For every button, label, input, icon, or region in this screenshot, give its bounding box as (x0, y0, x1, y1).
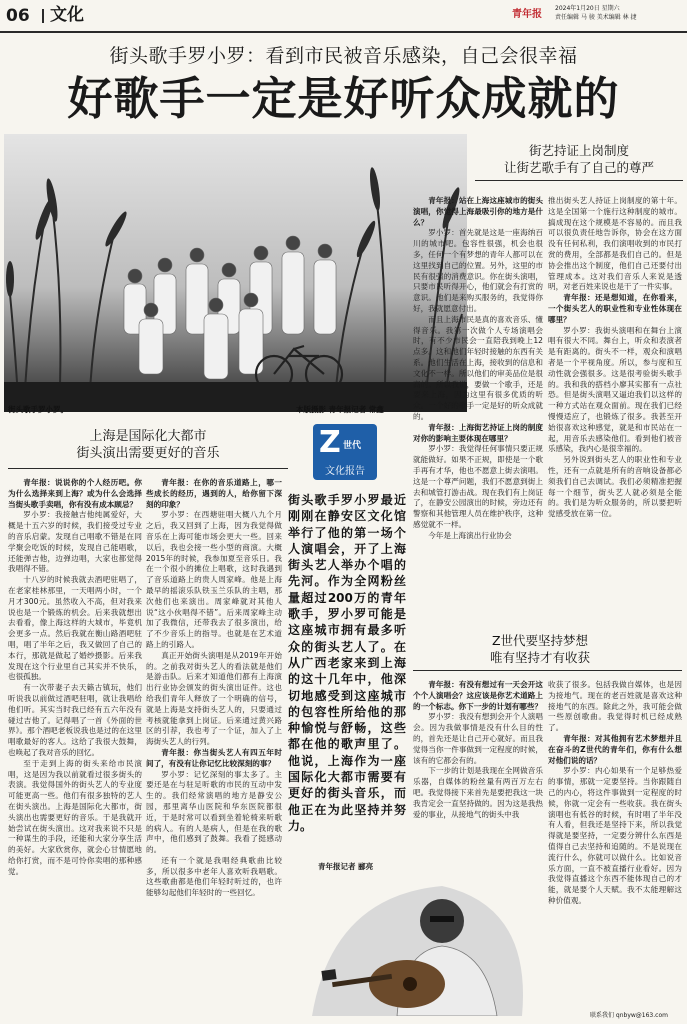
body-column-e (413, 680, 543, 890)
section-name: 文化 (50, 5, 84, 25)
paragraph: 青年报：说说你的个人经历吧。你为什么选择来到上海？或为什么会选择当街头歌手卖唱，你有没有成本顾忌？ (8, 478, 142, 509)
footer-contact: 联系我们 qnbyw@163.com (590, 1012, 668, 1019)
paragraph: 至于走到上海的街头来给市民演唱，这是因为我以前就看过很多街头的表演。我觉得国外的街头艺人的专业度可能更高一些。他们有很多独特的艺人在街头演出。上海是国际化大都市，街头演出也需要更好的音乐。于是我就开始尝试在街头演出。这对我来说不只是一种谋生的手段，还能和大家分享生活的美好。大家欣赏你，就会心甘情愿地给你打赏，而不是可怜你卖唱的那种感觉。 (8, 758, 142, 876)
paragraph: 还有一个就是我唱经典歌曲比较多，所以很多中老年人喜欢听我唱歌。这些歌曲都是他们年轻时听过的，也许能够勾起他们年轻时的一些回忆。 (146, 855, 282, 898)
z-logo-label: 文化报告 (325, 466, 365, 477)
paragraph: 青年报：你当街头艺人有四五年时间了，有没有让你记忆比较深刻的事？ (146, 747, 282, 768)
page-number: 06 (6, 6, 30, 26)
body-column-f (548, 680, 682, 1010)
paragraph: 推出街头艺人持证上岗制度的第十年。这是全国第一个施行这种制度的城市。搞成现在这个规模是不容易的。而且我可以很负责任地告诉你，协会在这方面没有任何私利，我们演唱收到的市民打赏的费用，全部都是我们自己的。但是协会推出这个制度，他们自己还要付出管理成本。这对我们音乐人来说是透明，对老百姓来说也是干了一件实事。 (548, 196, 682, 292)
photo-credit: 本版摄影 青年报记者 常鑫 (296, 405, 384, 414)
body-column-c (413, 196, 543, 616)
section-heading-right-1 (475, 142, 683, 176)
z-generation-logo (313, 424, 377, 480)
guitarist-photo (292, 866, 542, 1016)
editors-line: 责任编辑 马 骏 美术编辑 林 捷 (555, 14, 637, 21)
z-logo-sub: 世代 (343, 441, 362, 451)
newspaper-logo: 青年报 (512, 9, 542, 20)
section-heading-left-line2: 街头演出需要更好的音乐 (76, 446, 220, 461)
section-heading-right-1-line1: 街艺持证上岗制度 (528, 143, 629, 158)
paragraph: 罗小罗：我没有想到会开个人演唱会。因为我做事情是没有什么目的性的，首先还是让自己开心就好。而且我觉得当你一件事做到一定程度的时候，该有的它都会有的。 (413, 712, 543, 765)
headline-main: 好歌手一定是好听众成就的 (67, 72, 620, 125)
body-column-d (548, 196, 682, 616)
paragraph: 青年报：站在上海这座城市的街头演唱，你觉得上海最吸引你的地方是什么？ (413, 196, 543, 227)
issue-date: 2024年1月20日 星期六 (555, 5, 620, 12)
paragraph: 青年报：在你的音乐道路上，哪一些成长的经历，遇到的人，给你留下深刻的印象？ (146, 478, 282, 509)
paragraph: 罗小罗：我街头演唱和在舞台上演唱有很大不同。舞台上，听众和表演者是有距离的。街头不一样，观众和演唱者是一个平视角度。所以，参与度和互动性就会强很多。这是很考验街头歌手的。我和我的搭档小廖其实都有一点社恐。但是街头演唱又逼迫我们以这样的一种方式站在观众面前。现在我们已经慢慢适应了，也锻炼了很多。我甚至开始很喜欢这种感觉，就是和市民站在一起，用音乐去感染他们。看到他们被音乐感染，我内心是很幸福的。 (548, 325, 682, 454)
lead-paragraph: 街头歌手罗小罗最近刚刚在静安区文化馆举行了他的第一场个人演唱会，开了上海街头艺人举办个唱的先河。作为全网粉丝量超过200万的青年歌手，罗小罗可能是这座城市拥有最多听众的街头艺人了。在从广西老家来到上海的这十几年中，他深切地感受到这座城市的包容性所给他的那种愉悦与舒畅，这些都在他的歌声里了。他说，上海作为一座国际化大都市需要有更好的街头音乐，而他正在为此坚持并努力。 (288, 493, 406, 833)
guitarist-photo-image (292, 866, 542, 1016)
header-divider-short (42, 9, 44, 23)
stage-photo-image (4, 134, 467, 412)
photo-caption: 街头歌手罗小罗。 (8, 405, 68, 414)
paragraph: 青年报：上海街艺持证上岗的制度对你的影响主要体现在哪里？ (413, 422, 543, 443)
header-rule (0, 31, 687, 33)
paragraph: 青年报：对其他拥有艺术梦想并且在奋斗的Z世代的青年们，你有什么想对他们说的话？ (548, 733, 682, 765)
paragraph: 收获了很多。包括我做自媒体，也是因为接地气。现在的老百姓就是喜欢这种接地气的东西。除此之外，我可能会做一些原创歌曲。我觉得时机已经成熟了。 (548, 680, 682, 733)
paragraph: 罗小罗：记忆深刻的事太多了。主要还是在与驻足听歌的市民的互动中发生的。我们经常演唱的地方是静安公园，那里离华山医院和华东医院都很近，于是时常可以看到坐着轮椅来听歌的病人。有的人是病人，但是在我的歌声中，他们感到了鼓舞。我看了挺感动的。 (146, 769, 282, 855)
z-logo-letter: Z (319, 425, 341, 460)
paragraph: 十八岁的时候我就去酒吧驻唱了，在老家桂林那里，一天唱两小时，一个月才300元。虽然收入不高，但对我来说也是一个锻炼的机会。后来我就想出去看看，像上海这样的大城市，毕竟机会更多一点。然后我就在衡山路酒吧驻唱，唱了半年之后，我又做回了自己的本行，那就是做起了婚纱摄影。后来我发现在这个行业里自己其实并不快乐，也很孤独。 (8, 575, 142, 682)
paragraph: 罗小罗：我觉得任何事情只要正规就能做好。如果不正规，即使是一个歌手再有才华，他也不愿意上街去演唱。这是一个尊严问题，我们不愿意到街上去和城管打游击战。现在我们有上岗证了，在静安公园演出的时候，旁边还有警察和其他管理人员在维护秩序，这种感觉就不一样。 (413, 444, 543, 529)
section-heading-left-line1: 上海是国际化大都市 (89, 429, 207, 444)
paragraph: 罗小罗：我接触吉他纯属爱好，大概是十五六岁的时候，我们接受过专业的音乐启蒙。发现自己唱歌不错是在同学聚会吃饭的时候，发现自己能唱歌，还能弹吉他，边弹边唱，大家也都觉得我唱得不错。 (8, 510, 142, 574)
paragraph: 真正开始街头演唱是从2019年开始的。之前我对街头艺人的看法就是他们是游击队。后来才知道他们都有上海演出行业协会颁发的街头演出证件。这也给我们青年人释放了一个明确的信号，就是上海是支持街头艺人的，只要通过考核就能拿到上岗证。后来通过黄兴路区的引荐，我也考了一个证，加入了上海街头艺人的行列。 (146, 650, 282, 747)
stage-photo (4, 134, 467, 412)
paragraph: 青年报：有没有想过有一天会开这个个人演唱会？这应该是你艺术道路上的一个标志。你下一步的计划有哪些？ (413, 680, 543, 711)
body-column-b (146, 478, 282, 1016)
paragraph: 另外说到街头艺人的职业性和专业性，还有一点就是所有的音响设备都必须我们自己去调试。我们必须精准把握每一个细节，街头艺人就必须是全能的。我们是为听众服务的，所以要把听觉感受放在第一位。 (548, 455, 682, 519)
section-heading-left-rule (8, 468, 288, 469)
paragraph: 有一次带妻子去天籁古镇玩，他们听说我以前做过酒吧驻唱，就让我唱给他们听。其实当时我已经有五六年没有碰过吉他了。记得唱了一首《外面的世界》。那个酒吧老板说我也是过的在这里唱歌最好的客人。这给了我很大鼓舞，也唤起了我对音乐的回忆。 (8, 683, 142, 757)
section-heading-right-2-line1: Z世代要坚持梦想 (491, 633, 589, 648)
paragraph: 罗小罗：首先就是这是一座海纳百川的城市吧。包容性很强，机会也很多，任何一个有梦想的青年人都可以在这里找到自己的位置。另外，这里的市民有很强的消费意识。你在街头演唱，只要市民听得开心，他们就会有打赏的意识。他们是来购买服务的，我觉得你好，我就愿意付出。 (413, 228, 543, 313)
headline-kicker: 街头歌手罗小罗：看到市民被音乐感染，自己会很幸福 (109, 45, 578, 67)
lead-byline: 青年报记者 郦亮 (318, 862, 374, 871)
section-heading-left (8, 428, 288, 462)
paragraph: 罗小罗：内心如果有一个足够热爱的事情，那就一定要坚持。当你跟随自己的内心，将这件事做到一定程度的时候，你就一定会有一些收获。我在街头演唱也有低谷的时候，有时唱了半年没有人看，但我还是坚持下来，所以我觉得就是要坚持，一定要分辨什么东西是值得自己去坚持和追随的。不是说现在流行什么，你就可以做什么。比如说音乐方面，一直不被直播行业看好。因为我觉得直播这个东西不能体现自己的才能，就是要个人天赋。我不太能理解这种价值观。 (548, 766, 682, 905)
section-heading-right-2-rule (413, 670, 682, 671)
section-heading-right-1-rule (475, 180, 683, 181)
paragraph: 罗小罗：在西塘驻唱大概八九个月之后，我又回到了上海，因为我觉得做音乐在上海可能市场会更大一些。回来以后，我也会接一些小型的商演。大概2015年的时候，我参加夏至音乐日。我在一个很小的摊位上唱歌，这时我遇到了音乐道路上的贵人周家峰。他是上海最早的摇滚乐队铁玉兰乐队的主唱，那次他们也来演出。周家峰就对其他人说“这小伙唱得不错”。后来周家峰主动加了我微信，还带我去了很多演出，给了不少音乐上的指导。也就是在艺术道路上的引路人。 (146, 510, 282, 649)
section-heading-right-2 (440, 632, 640, 666)
section-heading-right-1-line2: 让街艺歌手有了自己的尊严 (503, 160, 654, 175)
paragraph: 青年报：还是想知道，在你看来，一个街头艺人的职业性和专业性体现在哪里？ (548, 293, 682, 324)
body-column-a (8, 478, 142, 1016)
paragraph: 而且上海市民是真的喜欢音乐、懂得音乐。我第一次做个人专场演唱会时，有不少市民会一直陪我到晚上12点多。这和他们年轻时接触的东西有关系。他们生活在上海，接收到的信息和文化不一样。所以他们的审美品位是很高的。所以我说，要做一个歌手，还是要来上海，因为这里有很多优质的听众。一个好的歌手一定是好的听众成就的。 (413, 314, 543, 421)
section-heading-right-2-line2: 唯有坚持才有收获 (489, 650, 590, 665)
paragraph: 今年是上海演出行业协会 (428, 530, 512, 540)
paragraph: 下一步的计划是我现在全网做音乐乐器，自媒体的粉丝量有两百万左右吧。我觉得接下来首先是要把我这一块我肯定会一直坚持做的。因为这是我热爱的事业，从接地气的街头中我 (413, 766, 543, 819)
